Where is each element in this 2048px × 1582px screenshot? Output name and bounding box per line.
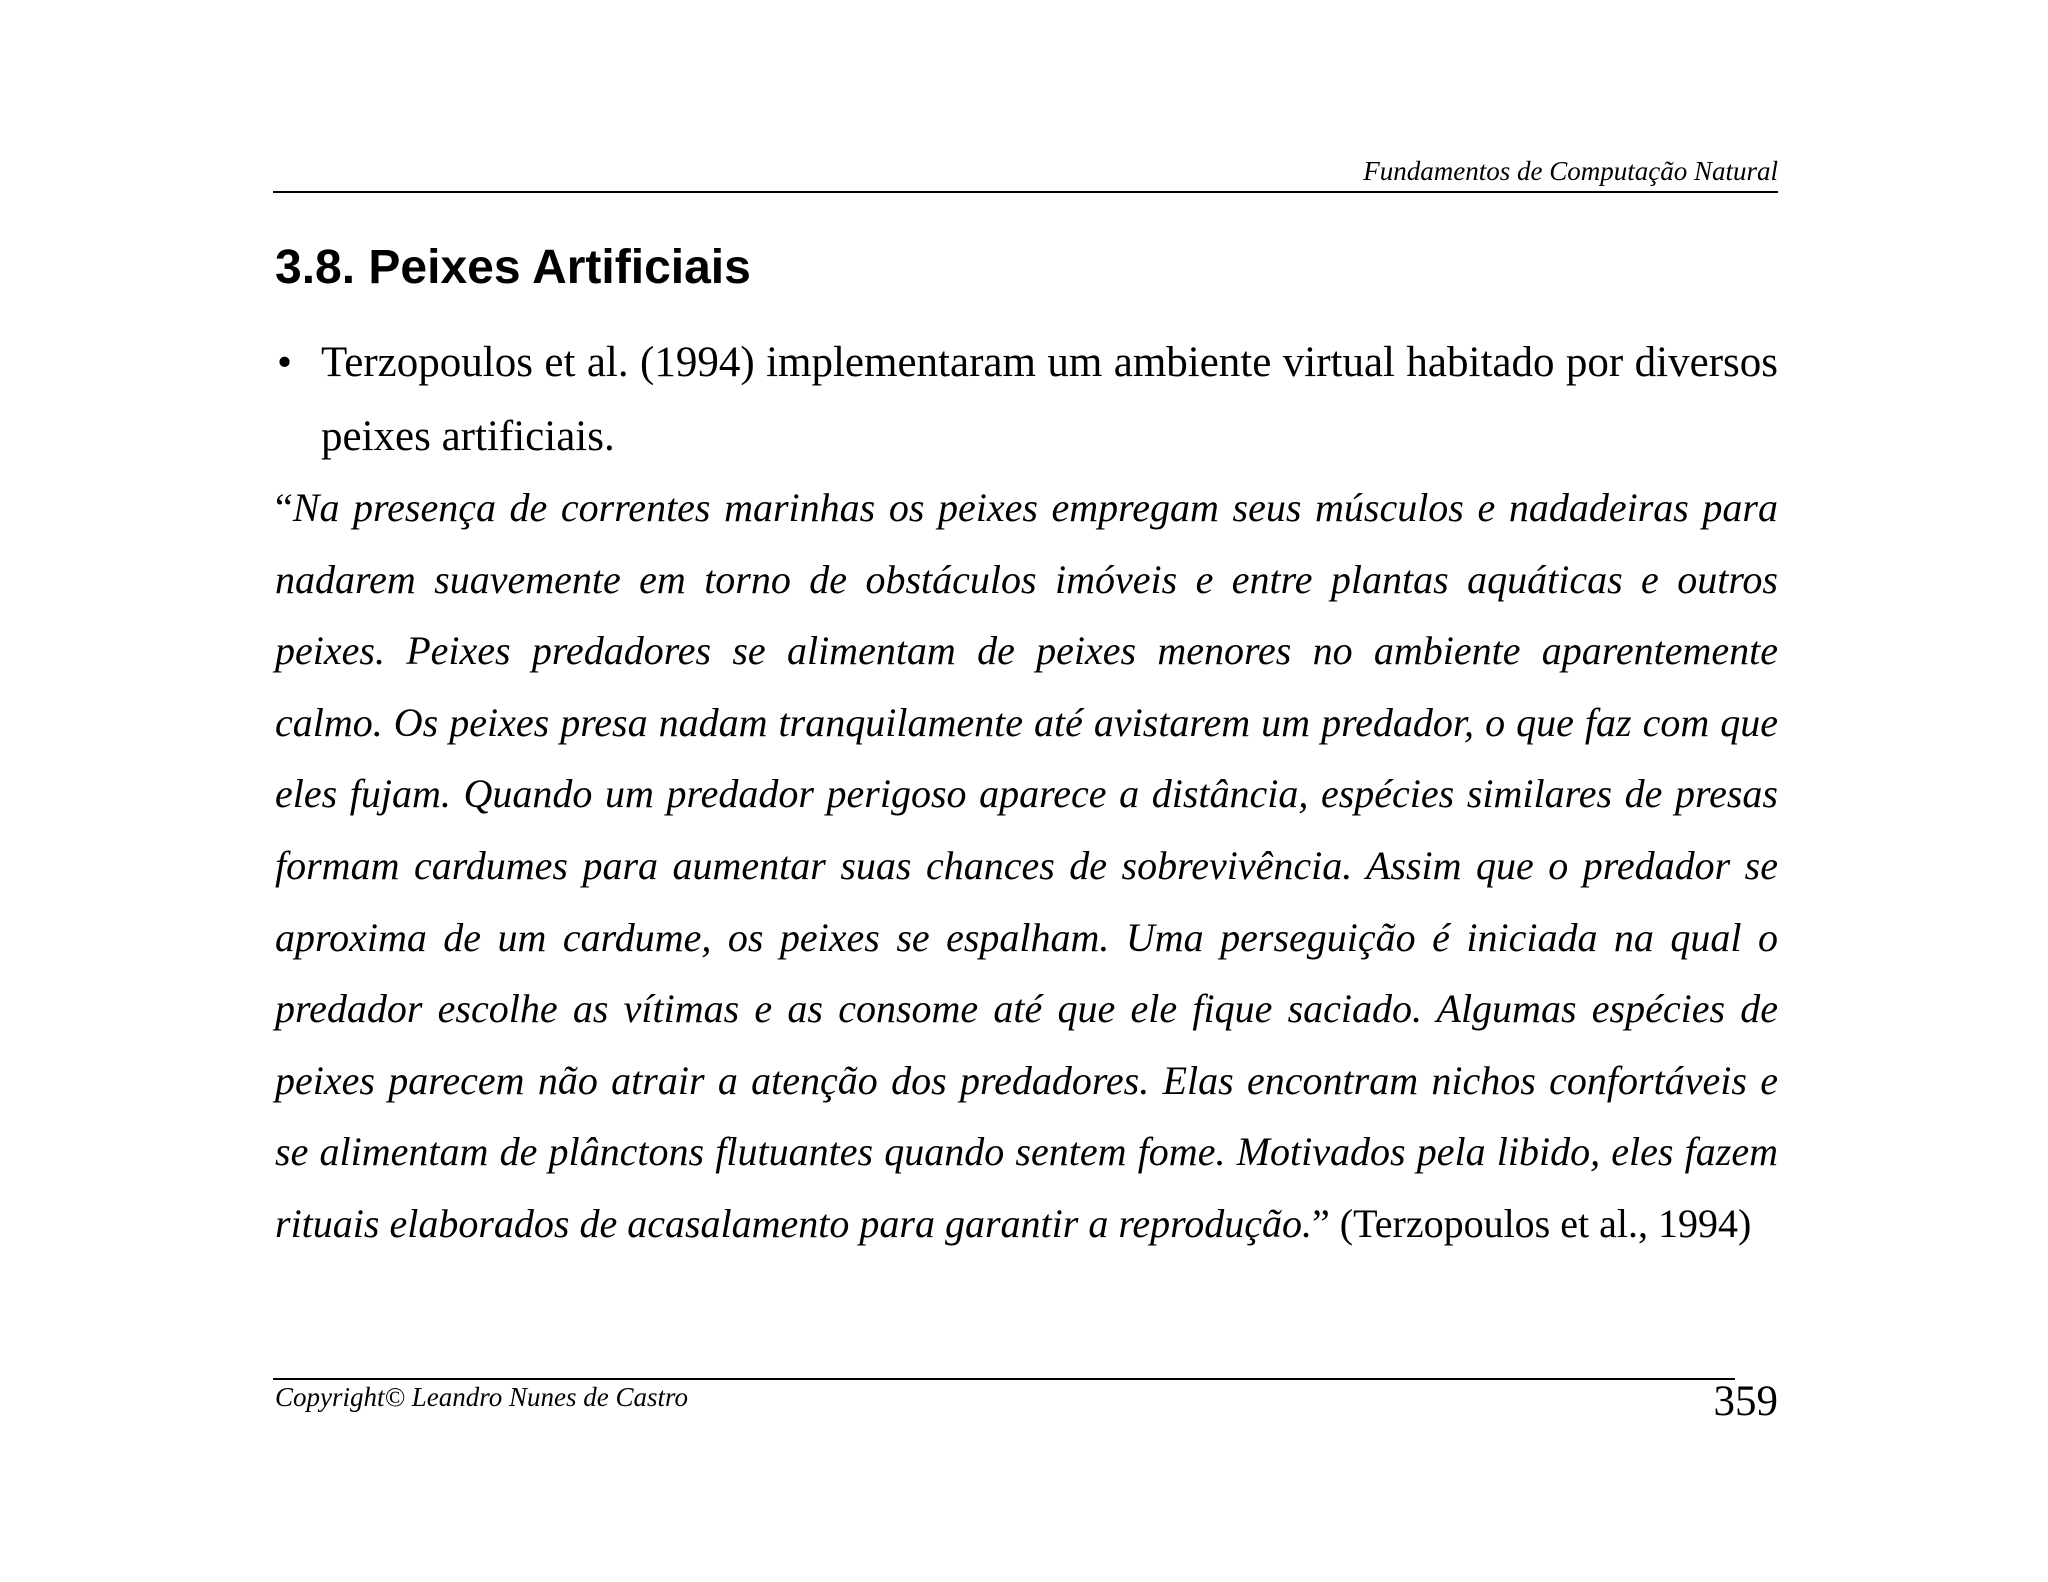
bullet-icon: • [277,339,293,386]
running-header: Fundamentos de Computação Natural [1363,156,1778,186]
section-title: 3.8. Peixes Artificiais [275,241,751,294]
quote-close-mark: ” [1312,1200,1330,1246]
quote-open-mark: “ [275,485,293,530]
quote-text: Na presença de correntes marinhas os peixes empregam seus músculos e nadadeiras para nadarem suavemente em torno de obstáculos imóveis e entre plantas aquáticas e outros peixes. Peixes predadores se alimentam de peixes menores no ambiente aparentemente calmo. Os peixes presa nadam tranquilamente até avistarem um predador, o que faz com que eles fujam. Quando um predador perigoso aparece a distância, espécies similares de presas formam cardumes para aumentar suas chances de sobrevivência. Assim que o predador se aproxima de um cardume, os peixes se espalham. Uma perseguição é iniciada na qual o predador escolhe as vítimas e as consome até que ele fique saciado. Algumas espécies de peixes parecem não atrair a atenção dos predadores. Elas encontram nichos confortáveis e se alimentam de plânctons flutuantes quando sentem fome. Motivados pela libido, eles fazem rituais elaborados de acasalamento para garantir a reprodução. [275,485,1778,1246]
bullet-item [277,326,1778,474]
quote-paragraph [275,472,1778,1260]
header-divider [273,191,1778,193]
quote-citation: (Terzopoulos et al., 1994) [1329,1200,1752,1246]
bullet-text: Terzopoulos et al. (1994) implementaram um ambiente virtual habitado por diversos peixes artificiais. [321,339,1778,460]
footer-copyright: Copyright© Leandro Nunes de Castro [275,1382,689,1412]
page-number: 359 [1713,1378,1778,1425]
